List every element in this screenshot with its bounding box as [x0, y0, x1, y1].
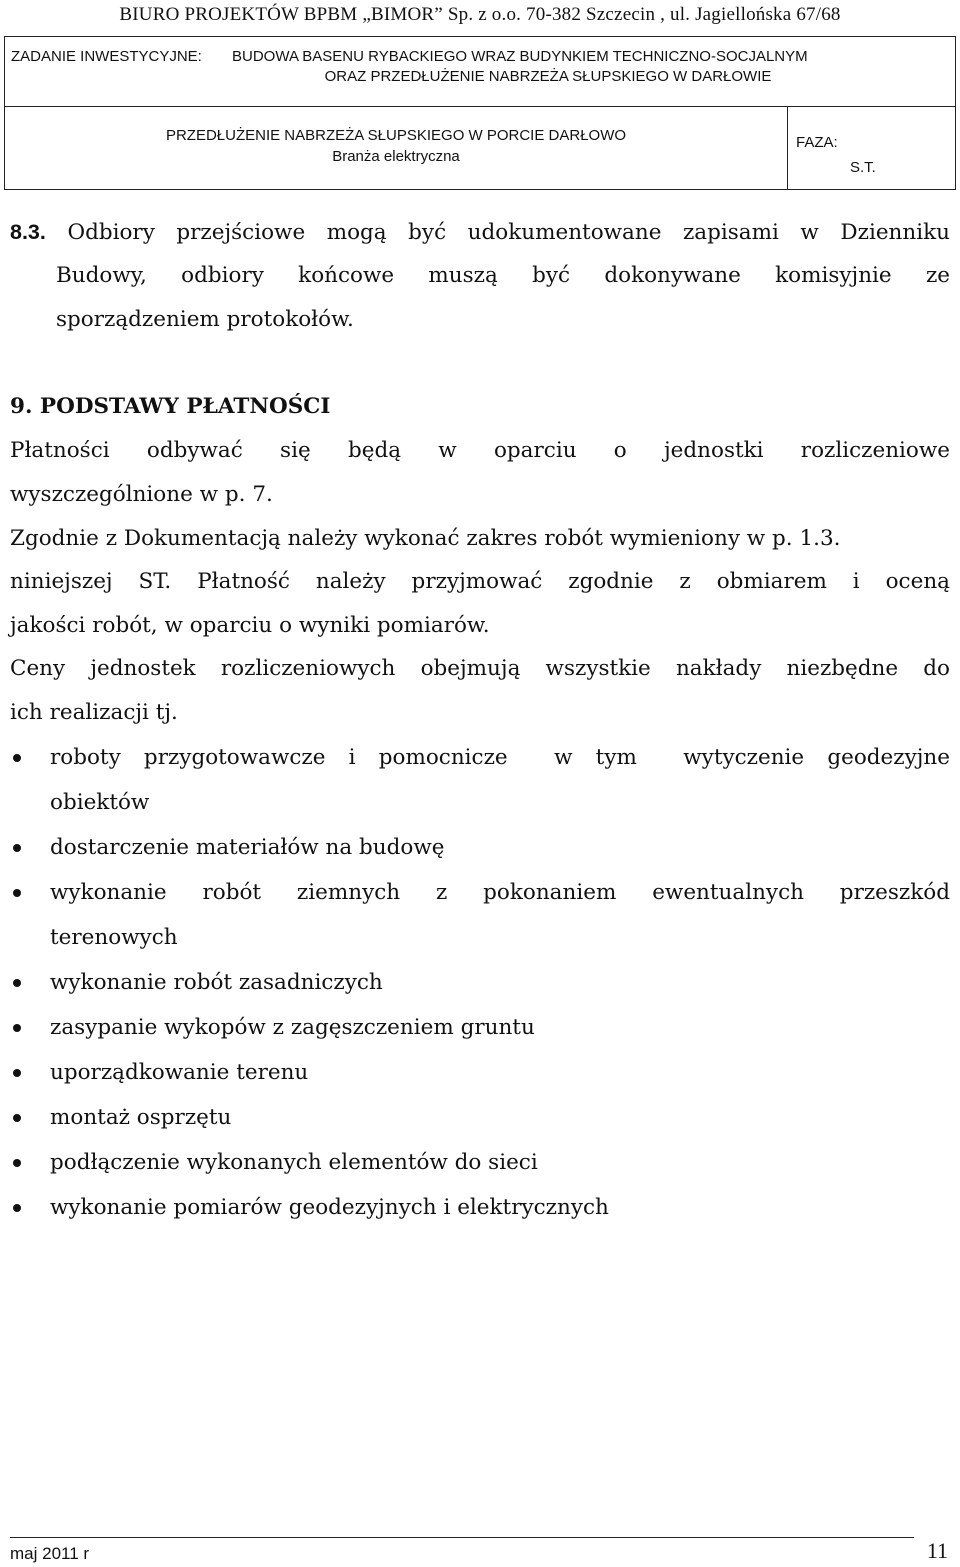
section-9-p2-line3: jakości robót, w oparciu o wyniki pomiarów. [10, 613, 490, 638]
list-item [10, 870, 950, 960]
subject-row [5, 106, 955, 189]
list-item-line2: terenowych [50, 925, 178, 950]
firm-header: BIURO PROJEKTÓW BPBM „BIMOR” Sp. z o.o. 70-382 Szczecin , ul. Jagiellońska 67/68 [119, 4, 841, 25]
section-9-p3-line1: Ceny jednostek rozliczeniowych obejmują wszystkie nakłady niezbędne do [10, 656, 950, 681]
list-item [10, 735, 950, 825]
section-8-3-line2: Budowy, odbiory końcowe muszą być dokonywane komisyjnie ze [56, 263, 950, 288]
subject-cell [5, 106, 787, 189]
task-title-line2: ORAZ PRZEDŁUŻENIE NABRZEŻA SŁUPSKIEGO W DARŁOWIE [324, 68, 772, 85]
list-item-line1: zasypanie wykopów z zagęszczeniem gruntu [50, 1015, 535, 1040]
list-item-line1: uporządkowanie terenu [50, 1060, 309, 1085]
list-item [10, 1140, 950, 1185]
bullet-icon [13, 1204, 21, 1212]
list-item [10, 1185, 950, 1230]
section-9-p2-line2: niniejszej ST. Płatność należy przyjmować zgodnie z obmiarem i oceną [10, 569, 950, 594]
list-item [10, 960, 950, 1005]
section-9-p1-line1: Płatności odbywać się będą w oparciu o jednostki rozliczeniowe [10, 438, 950, 463]
bullet-icon [13, 754, 21, 762]
bullet-icon [13, 889, 21, 897]
list-item-line1: podłączenie wykonanych elementów do sieci [50, 1150, 538, 1175]
task-row [5, 37, 955, 107]
list-item-line1: dostarczenie materiałów na budowę [50, 835, 445, 860]
task-title-line1: BUDOWA BASENU RYBACKIEGO WRAZ BUDYNKIEM TECHNICZNO-SOCJALNYM [232, 48, 808, 65]
section-9-heading: 9. PODSTAWY PŁATNOŚCI [10, 394, 331, 419]
cost-items-list [10, 735, 950, 1230]
list-item-line2: obiektów [50, 790, 150, 815]
list-item-line1: montaż osprzętu [50, 1105, 232, 1130]
page-number: 11 [926, 1538, 948, 1563]
footer-date: maj 2011 r [10, 1544, 90, 1563]
bullet-icon [13, 1069, 21, 1077]
task-label: ZADANIE INWESTYCYJNE: [11, 48, 202, 65]
bullet-icon [13, 844, 21, 852]
list-item-line1: wykonanie robót ziemnych z pokonaniem ewentualnych przeszkód [50, 880, 950, 905]
branch-label: Branża elektryczna [332, 148, 460, 165]
section-9-p2-line1: Zgodnie z Dokumentacją należy wykonać zakres robót wymieniony w p. 1.3. [10, 526, 841, 551]
subject-title: PRZEDŁUŻENIE NABRZEŻA SŁUPSKIEGO W PORCIE DARŁOWO [165, 127, 627, 144]
list-item [10, 1095, 950, 1140]
section-9-p1-line2: wyszczególnione w p. 7. [10, 482, 273, 507]
project-header-table [4, 36, 956, 190]
section-8-3-line1 [10, 210, 950, 255]
list-item-line1: roboty przygotowawcze i pomocnicze w tym wytyczenie geodezyjne [50, 745, 950, 770]
bullet-icon [13, 1024, 21, 1032]
list-item [10, 1050, 950, 1095]
phase-value: S.T. [850, 159, 876, 176]
section-8-3-text: Odbiory przejściowe mogą być udokumentowane zapisami w Dzienniku [67, 220, 950, 245]
phase-label: FAZA: [796, 134, 838, 151]
list-item [10, 1005, 950, 1050]
bullet-icon [13, 1159, 21, 1167]
list-item-line1: wykonanie pomiarów geodezyjnych i elektrycznych [50, 1195, 609, 1220]
list-item [10, 825, 950, 870]
section-number: 8.3. [10, 220, 46, 244]
list-item-line1: wykonanie robót zasadniczych [50, 970, 383, 995]
footer-divider [10, 1537, 914, 1538]
bullet-icon [13, 979, 21, 987]
bullet-icon [13, 1114, 21, 1122]
section-8-3-line3: sporządzeniem protokołów. [56, 307, 354, 332]
section-9-p3-line2: ich realizacji tj. [10, 700, 178, 725]
phase-cell [787, 106, 955, 189]
